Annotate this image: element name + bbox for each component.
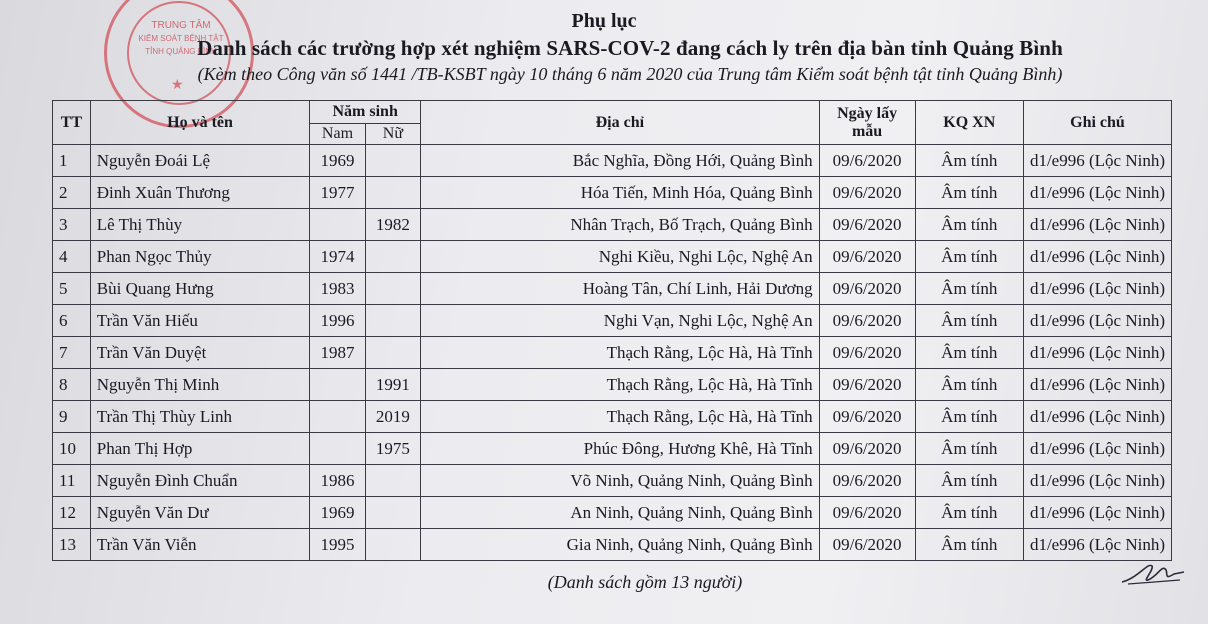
cell-note: d1/e996 (Lộc Ninh): [1023, 433, 1171, 465]
cell-note: d1/e996 (Lộc Ninh): [1023, 337, 1171, 369]
cell-stt: 10: [53, 433, 91, 465]
table-row: [53, 433, 1172, 465]
table-row: [53, 401, 1172, 433]
cell-sample-date: 09/6/2020: [819, 465, 915, 497]
cell-birth-male: 1983: [310, 273, 365, 305]
cell-name: Trần Văn Duyệt: [90, 337, 310, 369]
header-female: Nữ: [365, 124, 420, 145]
page-subtitle: Danh sách các trường hợp xét nghiệm SARS-COV-2 đang cách ly trên địa bàn tỉnh Quảng Bình: [197, 36, 1063, 60]
cell-stt: 9: [53, 401, 91, 433]
cell-sample-date: 09/6/2020: [819, 529, 915, 561]
cell-birth-female: [365, 529, 420, 561]
cell-note: d1/e996 (Lộc Ninh): [1023, 465, 1171, 497]
table-row: [53, 337, 1172, 369]
cell-birth-female: [365, 177, 420, 209]
cell-note: d1/e996 (Lộc Ninh): [1023, 529, 1171, 561]
page-title: Phụ lục: [571, 10, 637, 32]
cell-sample-date: 09/6/2020: [819, 497, 915, 529]
cell-name: Nguyễn Văn Dư: [90, 497, 310, 529]
cell-sample-date: 09/6/2020: [819, 273, 915, 305]
table-row: [53, 497, 1172, 529]
cell-result: Âm tính: [915, 497, 1023, 529]
quarantine-list-table: [52, 100, 1172, 561]
cell-name: Phan Ngọc Thủy: [90, 241, 310, 273]
cell-sample-date: 09/6/2020: [819, 177, 915, 209]
seal-star-icon: ★: [171, 78, 184, 93]
table-row: [53, 273, 1172, 305]
cell-birth-female: 1982: [365, 209, 420, 241]
cell-address: Bắc Nghĩa, Đồng Hới, Quảng Bình: [421, 145, 819, 177]
cell-birth-female: 1991: [365, 369, 420, 401]
cell-address: Hoàng Tân, Chí Linh, Hải Dương: [421, 273, 819, 305]
cell-address: Nhân Trạch, Bố Trạch, Quảng Bình: [421, 209, 819, 241]
cell-stt: 11: [53, 465, 91, 497]
cell-birth-female: 2019: [365, 401, 420, 433]
table-row: [53, 465, 1172, 497]
cell-sample-date: 09/6/2020: [819, 433, 915, 465]
seal-text: TRUNG TÂM KIỂM SOÁT BỆNH TẬT TỈNH QUẢNG BÌNH: [138, 20, 224, 56]
cell-birth-male: [310, 209, 365, 241]
cell-name: Nguyễn Đình Chuẩn: [90, 465, 310, 497]
cell-birth-female: [365, 145, 420, 177]
list-summary: (Danh sách gồm 13 người): [547, 572, 743, 592]
cell-result: Âm tính: [915, 433, 1023, 465]
cell-result: Âm tính: [915, 209, 1023, 241]
cell-birth-female: 1975: [365, 433, 420, 465]
cell-result: Âm tính: [915, 273, 1023, 305]
cell-birth-female: [365, 337, 420, 369]
cell-sample-date: 09/6/2020: [819, 369, 915, 401]
table-row: [53, 209, 1172, 241]
cell-sample-date: 09/6/2020: [819, 145, 915, 177]
table-row: [53, 529, 1172, 561]
header-note: Ghi chú: [1023, 101, 1171, 145]
cell-stt: 3: [53, 209, 91, 241]
cell-name: Trần Văn Hiếu: [90, 305, 310, 337]
cell-birth-male: [310, 401, 365, 433]
cell-address: Võ Ninh, Quảng Ninh, Quảng Bình: [421, 465, 819, 497]
cell-birth-female: [365, 241, 420, 273]
cell-address: Thạch Rằng, Lộc Hà, Hà Tĩnh: [421, 337, 819, 369]
cell-address: Gia Ninh, Quảng Ninh, Quảng Bình: [421, 529, 819, 561]
cell-result: Âm tính: [915, 465, 1023, 497]
cell-name: Đinh Xuân Thương: [90, 177, 310, 209]
cell-name: Bùi Quang Hưng: [90, 273, 310, 305]
cell-birth-male: 1969: [310, 145, 365, 177]
header-sample-date: Ngày lấy mẫu: [819, 101, 915, 145]
cell-name: Trần Thị Thùy Linh: [90, 401, 310, 433]
cell-birth-male: 1995: [310, 529, 365, 561]
cell-address: An Ninh, Quảng Ninh, Quảng Bình: [421, 497, 819, 529]
cell-note: d1/e996 (Lộc Ninh): [1023, 369, 1171, 401]
table-row: [53, 145, 1172, 177]
cell-stt: 5: [53, 273, 91, 305]
cell-result: Âm tính: [915, 529, 1023, 561]
cell-address: Thạch Rằng, Lộc Hà, Hà Tĩnh: [421, 401, 819, 433]
cell-result: Âm tính: [915, 177, 1023, 209]
cell-birth-male: 1977: [310, 177, 365, 209]
cell-note: d1/e996 (Lộc Ninh): [1023, 305, 1171, 337]
cell-birth-male: [310, 433, 365, 465]
cell-address: Thạch Rằng, Lộc Hà, Hà Tĩnh: [421, 369, 819, 401]
cell-note: d1/e996 (Lộc Ninh): [1023, 145, 1171, 177]
signature-mark: [1118, 552, 1188, 588]
cell-stt: 1: [53, 145, 91, 177]
cell-note: d1/e996 (Lộc Ninh): [1023, 497, 1171, 529]
cell-birth-female: [365, 465, 420, 497]
table-row: [53, 241, 1172, 273]
cell-address: Nghi Vạn, Nghi Lộc, Nghệ An: [421, 305, 819, 337]
header-stt: TT: [53, 101, 91, 145]
header-male: Nam: [310, 124, 365, 145]
cell-stt: 4: [53, 241, 91, 273]
cell-birth-male: 1969: [310, 497, 365, 529]
cell-name: Phan Thị Hợp: [90, 433, 310, 465]
cell-stt: 2: [53, 177, 91, 209]
cell-stt: 12: [53, 497, 91, 529]
cell-name: Nguyễn Đoái Lệ: [90, 145, 310, 177]
cell-birth-male: 1996: [310, 305, 365, 337]
header-result: KQ XN: [915, 101, 1023, 145]
cell-name: Trần Văn Viễn: [90, 529, 310, 561]
header-name: Họ và tên: [90, 101, 310, 145]
cell-note: d1/e996 (Lộc Ninh): [1023, 401, 1171, 433]
cell-address: Nghi Kiều, Nghi Lộc, Nghệ An: [421, 241, 819, 273]
cell-result: Âm tính: [915, 305, 1023, 337]
table-row: [53, 305, 1172, 337]
header-address: Địa chỉ: [421, 101, 819, 145]
cell-name: Nguyễn Thị Minh: [90, 369, 310, 401]
cell-birth-female: [365, 273, 420, 305]
cell-stt: 13: [53, 529, 91, 561]
cell-stt: 8: [53, 369, 91, 401]
cell-birth-female: [365, 497, 420, 529]
cell-sample-date: 09/6/2020: [819, 209, 915, 241]
cell-birth-female: [365, 305, 420, 337]
cell-sample-date: 09/6/2020: [819, 241, 915, 273]
cell-sample-date: 09/6/2020: [819, 401, 915, 433]
cell-result: Âm tính: [915, 401, 1023, 433]
cell-result: Âm tính: [915, 241, 1023, 273]
cell-birth-male: 1974: [310, 241, 365, 273]
cell-address: Phúc Đông, Hương Khê, Hà Tĩnh: [421, 433, 819, 465]
table-row: [53, 177, 1172, 209]
cell-result: Âm tính: [915, 337, 1023, 369]
cell-address: Hóa Tiến, Minh Hóa, Quảng Bình: [421, 177, 819, 209]
cell-birth-male: 1987: [310, 337, 365, 369]
cell-note: d1/e996 (Lộc Ninh): [1023, 241, 1171, 273]
cell-name: Lê Thị Thùy: [90, 209, 310, 241]
cell-sample-date: 09/6/2020: [819, 337, 915, 369]
reference-line: (Kèm theo Công văn số 1441 /TB-KSBT ngày 10 tháng 6 năm 2020 của Trung tâm Kiểm soát bệnh tật tỉnh Quảng Bình): [197, 64, 1063, 84]
cell-birth-male: 1986: [310, 465, 365, 497]
cell-note: d1/e996 (Lộc Ninh): [1023, 177, 1171, 209]
cell-note: d1/e996 (Lộc Ninh): [1023, 209, 1171, 241]
table-row: [53, 369, 1172, 401]
cell-birth-male: [310, 369, 365, 401]
cell-stt: 6: [53, 305, 91, 337]
cell-result: Âm tính: [915, 369, 1023, 401]
cell-note: d1/e996 (Lộc Ninh): [1023, 273, 1171, 305]
cell-stt: 7: [53, 337, 91, 369]
header-birth-year: Năm sinh: [310, 101, 421, 124]
cell-result: Âm tính: [915, 145, 1023, 177]
cell-sample-date: 09/6/2020: [819, 305, 915, 337]
